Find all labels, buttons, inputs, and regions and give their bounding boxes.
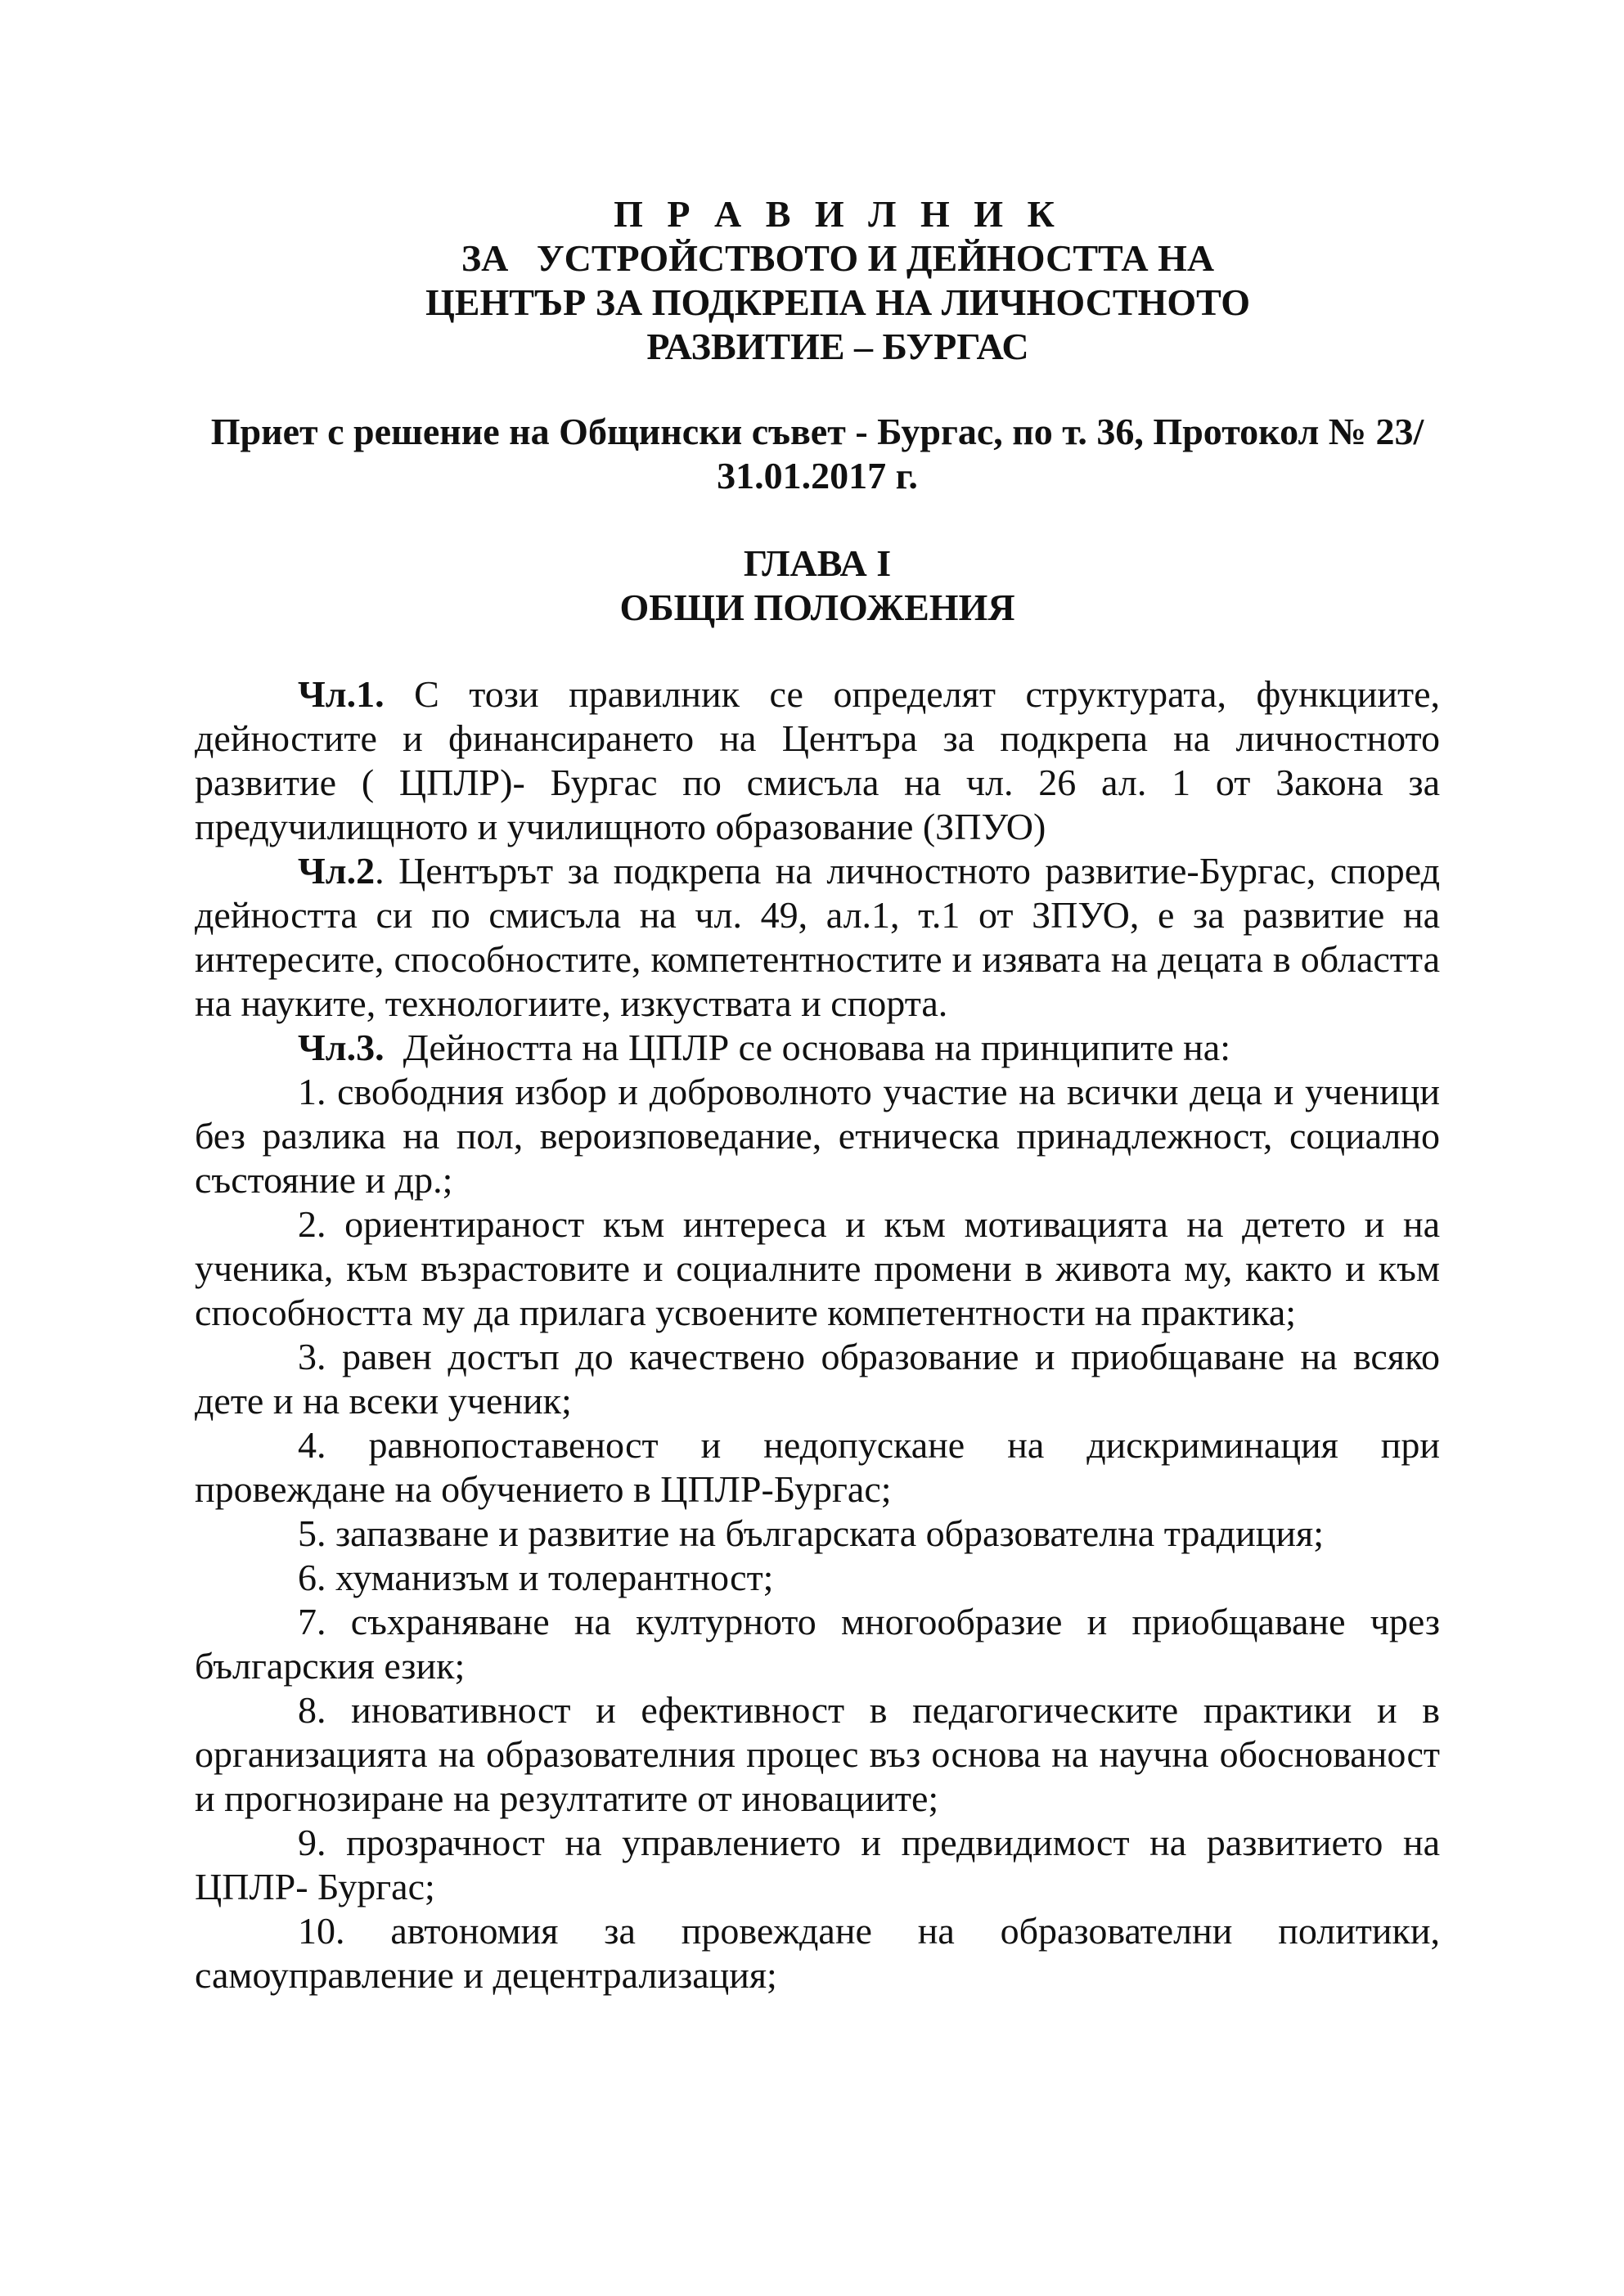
principles-list [195,1070,1440,1997]
title-line-3: ЦЕНТЪР ЗА ПОДКРЕПА НА ЛИЧНОСТНОТО [425,281,1251,323]
chapter-name: ОБЩИ ПОЛОЖЕНИЯ [619,586,1015,628]
adoption-note [195,410,1440,498]
title-line-4: РАЗВИТИЕ – БУРГАС [646,326,1029,367]
chapter-heading [195,541,1440,630]
article-1 [195,672,1440,849]
article-1-label: Чл.1. [298,673,385,715]
adoption-line-2: 31.01.2017 г. [717,455,918,496]
principle-item: 7. съхраняване на културното многообразие и приобщаване чрез българския език; [195,1601,1440,1687]
principle-item: 6. хуманизъм и толерантност; [298,1557,774,1598]
title-line-2: ЗА УСТРОЙСТВОТО И ДЕЙНОСТТА НА [461,237,1215,279]
principle-item: 10. автономия за провеждане на образователни политики, самоуправление и децентрализация; [195,1910,1440,1996]
article-2-text: . Центърът за подкрепа на личностното развитие-Бургас, според дейността си по смисъла на чл. 49, ал.1, т.1 от ЗПУО, е за развитие на интересите, способностите, компетентностите и изявата на децата в областта на науките, технологиите, изкуствата и спорта. [195,850,1440,1024]
article-3-label: Чл.3. [298,1027,385,1068]
principle-item: 3. равен достъп до качествено образование и приобщаване на всяко дете и на всеки ученик; [195,1336,1440,1422]
article-2-label: Чл.2 [298,850,376,892]
adoption-line-1: Приет с решение на Общински съвет - Бургас, по т. 36, Протокол № 23/ [210,411,1424,452]
article-1-text: С този правилник се определят структурата, функциите, дейностите и финансирането на Центъра за подкрепа на личностното развитие ( ЦПЛР)- Бургас по смисъла на чл. 26 ал. 1 от Закона за предучилищното и училищното образование (ЗПУО) [195,673,1440,847]
document-title [236,192,1440,369]
principle-item: 4. равнопоставеност и недопускане на дискриминация при провеждане на обучението в ЦПЛР-Бургас; [195,1424,1440,1510]
principle-item: 8. иновативност и ефективност в педагогическите практики и в организацията на образователния процес въз основа на научна обоснованост и прогнозиране на резултатите от иновациите; [195,1689,1440,1819]
chapter-number: ГЛАВА I [743,542,892,584]
document-body [195,672,1440,1997]
principle-item: 9. прозрачност на управлението и предвидимост на развитието на ЦПЛР- Бургас; [195,1822,1440,1907]
principle-item: 2. ориентираност към интереса и към мотивацията на детето и на ученика, към възрастовите и социалните промени в живота му, както и към способността му да прилага усвоените компетентности на практика; [195,1203,1440,1333]
article-3-text: Дейността на ЦПЛР се основава на принципите на: [384,1027,1230,1068]
title-line-1: П Р А В И Л Н И К [614,193,1062,235]
article-2 [195,849,1440,1026]
principle-item: 5. запазване и развитие на българската образователна традиция; [298,1512,1324,1554]
principle-item: 1. свободния избор и доброволното участие на всички деца и ученици без разлика на пол, вероизповедание, етническа принадлежност, социално състояние и др.; [195,1071,1440,1201]
article-3 [195,1026,1440,1070]
